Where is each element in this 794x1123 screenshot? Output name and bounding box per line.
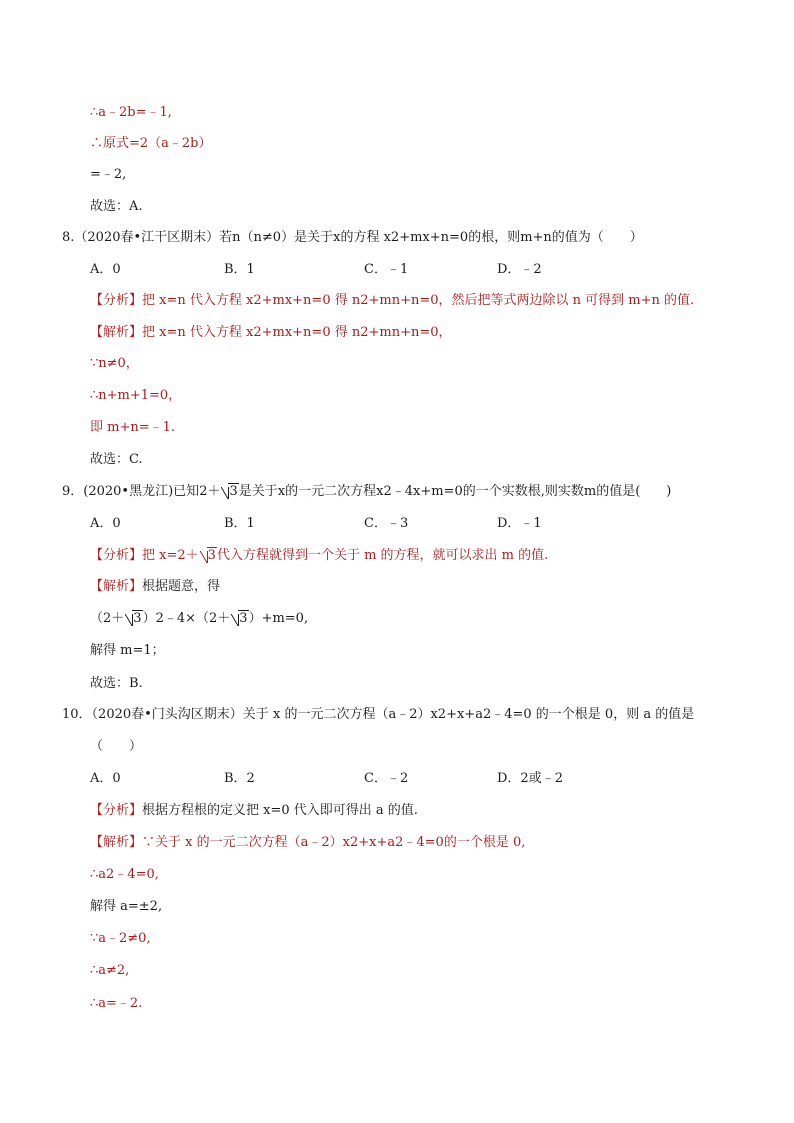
q9-option-a: A．0 [90, 516, 121, 531]
q9-stem-part: 的一个实数根,则实数 [462, 484, 584, 499]
q9-equation-line [90, 610, 308, 628]
q9-eq-part: ）2﹣4×（2＋ [142, 611, 231, 626]
q10-step-2: 解得 a=±2, [90, 899, 163, 914]
q8-stem-part: m+n [520, 230, 552, 245]
q8-stem-part: 的方程 [340, 230, 380, 245]
sqrt-sign [200, 547, 217, 565]
q8-source: （2020春•江干区期末）若 [74, 230, 233, 245]
q8-option-d: D．﹣2 [497, 262, 542, 277]
q10-solution-text: ∵关于 x 的一元二次方程 [142, 835, 288, 850]
q8-stem-part: 的根，则 [468, 230, 521, 245]
q10-equation: （a﹣2）x2+x+a2﹣4=0 [375, 707, 532, 722]
q10-stem [62, 706, 694, 724]
q10-option-d: D．2或﹣2 [497, 771, 563, 786]
q9-analysis [90, 547, 548, 565]
q9-stem-part: 的一元二次方程 [285, 484, 377, 499]
q9-option-c: C．﹣3 [364, 516, 409, 531]
sqrt-sign [231, 610, 248, 628]
q9-eq-part: ）+m=0, [248, 611, 309, 626]
q10-solution-eq: （a﹣2）x2+x+a2﹣4=0 [287, 835, 444, 850]
q9-equation: x2﹣4x+m=0 [376, 484, 463, 499]
q10-answer-blank: （ ） [90, 739, 143, 754]
q8-solution-text: 把 x=n 代入方程 x2+mx+n=0 得 n2+mn+n=0， [142, 325, 452, 340]
q10-source: （2020春•门头沟区期末）关于 [91, 707, 269, 722]
sqrt-sign [125, 610, 142, 628]
q10-stem-part: 的值是 [655, 707, 695, 722]
q9-analysis-text: 代入方程就得到一个关于 m 的方程，就可以求出 m 的值. [216, 548, 549, 563]
q9-step-1: 解得 m=1； [90, 643, 165, 658]
q8-analysis [90, 292, 694, 310]
q10-step-1: ∴a2﹣4=0, [90, 867, 159, 882]
q8-option-a: A．0 [90, 262, 121, 277]
q8-answer: 故选：C. [90, 452, 143, 467]
q8-option-b: B．1 [224, 262, 255, 277]
q9-analysis-text: x=2＋ [159, 548, 199, 563]
solution-tag: 【解析】 [90, 579, 143, 594]
intro-line-2: ∴原式=2（a﹣2b） [90, 136, 212, 151]
q9-answer: 故选：B. [90, 676, 143, 691]
intro-answer: 故选：A. [90, 199, 143, 214]
q9-analysis-radicand: 3 [207, 548, 216, 563]
q9-analysis-text: 把 [142, 548, 156, 563]
intro-line-3: =﹣2, [90, 167, 127, 182]
sqrt-sign [221, 483, 238, 501]
q10-stem-part: a [643, 707, 652, 722]
q9-stem [62, 483, 671, 501]
q10-step-3: ∵a﹣2≠0, [90, 931, 151, 946]
q10-solution-text: 的一个根是 0, [443, 835, 526, 850]
q9-stem-part: m [583, 484, 597, 499]
analysis-tag: 【分析】 [90, 803, 143, 818]
q8-stem [62, 229, 643, 247]
q8-stem-part: x [333, 230, 341, 245]
q9-number: 9． [62, 484, 84, 499]
q9-eq-radicand: 3 [133, 611, 142, 626]
q9-eq-radicand: 3 [239, 611, 248, 626]
analysis-tag: 【分析】 [90, 293, 143, 308]
q9-solution-text: 根据题意，得 [142, 579, 221, 594]
q8-step-2: ∴n+m+1=0， [90, 388, 182, 403]
q10-solution [90, 834, 525, 852]
q10-stem-part: 的一个根是 0，则 [535, 707, 640, 722]
q10-option-a: A．0 [90, 771, 121, 786]
q8-analysis-text: 把 x=n 代入方程 x2+mx+n=0 得 n2+mn+n=0，然后把等式两边除以 n 可得到 m+n 的值. [142, 293, 695, 308]
q8-option-c: C．﹣1 [364, 262, 409, 277]
q9-root-radicand: 3 [229, 484, 238, 499]
q9-eq-part: （2＋ [90, 611, 125, 626]
q9-solution [90, 578, 220, 596]
q8-step-1: ∵n≠0， [90, 356, 139, 371]
q9-source: (2020•黑龙江)已知 [83, 484, 200, 499]
q9-stem-part: x [277, 484, 286, 499]
intro-line-1: ∴a﹣2b=﹣1, [90, 105, 172, 120]
q10-analysis-text: 根据方程根的定义把 x=0 代入即可得出 a 的值. [142, 803, 418, 818]
q10-option-b: B．2 [224, 771, 255, 786]
q10-number: 10． [62, 707, 92, 722]
q8-equation: x2+mx+n=0 [383, 230, 469, 245]
q10-step-5: ∴a=﹣2. [90, 996, 143, 1011]
q10-stem-part: x [272, 707, 281, 722]
q8-stem-part: 的值为（ ） [551, 230, 643, 245]
q10-analysis [90, 802, 418, 820]
solution-tag: 【解析】 [90, 325, 143, 340]
q8-solution [90, 324, 452, 342]
q9-root: 2＋ [199, 484, 221, 499]
q9-option-b: B．1 [224, 516, 255, 531]
q10-stem-part: 的一元二次方程 [284, 707, 376, 722]
q9-stem-part: 是关于 [238, 484, 278, 499]
q10-step-4: ∴a≠2, [90, 963, 130, 978]
q9-option-d: D．﹣1 [497, 516, 542, 531]
q10-option-c: C．﹣2 [364, 771, 409, 786]
q8-number: 8. [62, 230, 75, 245]
q8-step-3: 即 m+n=﹣1. [90, 420, 176, 435]
solution-tag: 【解析】 [90, 835, 143, 850]
q8-stem-part: n（n≠0）是关于 [232, 230, 334, 245]
analysis-tag: 【分析】 [90, 548, 143, 563]
q9-stem-part: 的值是( ) [596, 484, 672, 499]
